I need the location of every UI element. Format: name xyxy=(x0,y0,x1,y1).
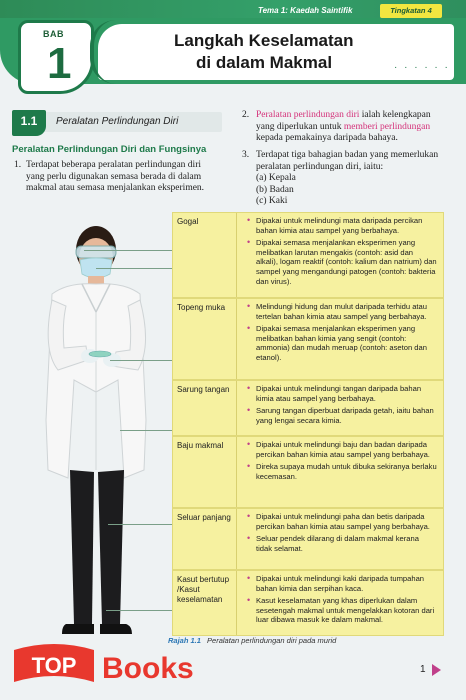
bullet-text: • Dipakai untuk melindungi kaki daripada tumpahan bahan kimia dan serpihan kaca. xyxy=(247,574,437,593)
bullet-text: • Dipakai untuk melindungi paha dan betis daripada percikan bahan kimia atau sampel yang berbahaya. xyxy=(247,512,437,531)
bullet-text: • Dipakai semasa menjalankan eksperimen yang melibatkan bahan kimia yang sengit (contoh: ammonia) dan mudah meruap (contoh: aseton dan etanol). xyxy=(247,324,437,362)
student-figure-illustration xyxy=(28,220,168,648)
chapter-number-box xyxy=(18,20,94,94)
point-1-line: yang perlu digunakan semasa berada di dalam xyxy=(26,171,202,182)
subheading: Peralatan Perlindungan Diri dan Fungsinya xyxy=(12,144,207,155)
leader-line xyxy=(110,360,172,361)
point-2-text: ialah kelengkapan xyxy=(359,110,431,120)
bullet-text: • Dipakai untuk melindungi tangan daripada bahan kimia atau sampel yang berbahaya. xyxy=(247,384,437,403)
row-description xyxy=(237,299,443,368)
leader-line xyxy=(106,610,172,611)
bullet-text: • Kasut keselamatan yang khas diperlukan dalam sesetengah makmal untuk mengelakkan kotoran dari luar dibawa masuk ke dalam makmal. xyxy=(247,596,437,625)
list-item: (a) Kepala xyxy=(256,173,296,183)
table-row xyxy=(172,508,444,570)
point-1-number: 1. xyxy=(14,160,22,170)
chapter-title xyxy=(174,30,354,74)
row-label: Sarung tangan xyxy=(173,381,237,435)
topbooks-watermark-logo xyxy=(10,636,198,692)
section-heading xyxy=(12,112,222,132)
row-label: Gogal xyxy=(173,213,237,297)
bullet-text: • Seluar pendek dilarang di dalam makmal kerana tidak selamat. xyxy=(247,534,437,553)
list-item: (b) Badan xyxy=(256,184,294,195)
row-label: Kasut bertutup /Kasut keselamatan xyxy=(173,571,237,635)
leader-line xyxy=(108,524,172,525)
row-label: Baju makmal xyxy=(173,437,237,507)
row-description xyxy=(237,509,443,558)
point-3-text: Terdapat tiga bahagian badan yang memerlukan xyxy=(256,150,439,160)
bullet-text: • Dipakai untuk melindungi baju dan badan daripada percikan bahan kimia atau sampel yang berbahaya. xyxy=(247,440,437,459)
leader-line xyxy=(120,430,172,431)
chapter-title-panel xyxy=(98,24,454,80)
point-2-text: kepada pemakainya daripada bahaya. xyxy=(256,133,398,143)
point-3-text: peralatan perlindungan diri, iaitu: xyxy=(256,161,384,172)
point-2-number: 2. xyxy=(242,110,250,120)
highlight-term: memberi perlindungan xyxy=(343,121,431,132)
chapter-title-line2: di dalam Makmal xyxy=(196,53,333,72)
point-1-line: makmal atau semasa menjalankan eksperimen. xyxy=(26,183,205,193)
point-2 xyxy=(242,110,456,145)
page-arrow-icon xyxy=(432,664,441,676)
row-description xyxy=(237,381,443,430)
section-number: 1.1 xyxy=(12,110,46,136)
chapter-number: 1 xyxy=(47,39,72,88)
row-label: Seluar panjang xyxy=(173,509,237,569)
table-row xyxy=(172,298,444,380)
caption-text: Peralatan perlindungan diri pada murid xyxy=(207,636,337,645)
leader-line xyxy=(96,268,172,269)
point-1-line: Terdapat beberapa peralatan perlindungan diri xyxy=(26,160,201,170)
watermark-text-top: TOP xyxy=(31,653,77,678)
chapter-title-line1: Langkah Keselamatan xyxy=(174,31,354,50)
form-level-badge: Tingkatan 4 xyxy=(380,4,442,18)
point-3 xyxy=(242,150,456,208)
theme-label: Tema 1: Kaedah Saintifik xyxy=(258,6,353,15)
leader-line xyxy=(84,250,172,251)
table-row xyxy=(172,212,444,298)
row-description xyxy=(237,437,443,486)
chapter-label: BAB xyxy=(43,29,64,39)
point-3-number: 3. xyxy=(242,150,250,160)
highlight-term: Peralatan perlindungan diri xyxy=(256,110,360,120)
table-row xyxy=(172,570,444,636)
watermark-text-books: Books xyxy=(102,652,194,685)
point-2-text: yang diperlukan untuk xyxy=(256,121,344,132)
bullet-text: • Dipakai untuk melindungi mata daripada percikan bahan kimia atau sampel yang berbahaya. xyxy=(247,216,437,235)
bullet-text: • Direka supaya mudah untuk dibuka sekiranya berlaku kecemasan. xyxy=(247,462,437,481)
list-item: (c) Kaki xyxy=(256,196,288,206)
table-row xyxy=(172,380,444,436)
row-label: Topeng muka xyxy=(173,299,237,379)
page-number: 1 xyxy=(420,664,426,675)
caption-label: Rajah 1.1 xyxy=(168,636,201,645)
table-row xyxy=(172,436,444,508)
section-title: Peralatan Perlindungan Diri xyxy=(56,116,179,127)
row-description xyxy=(237,571,443,630)
point-1 xyxy=(14,160,236,195)
dots-decoration: · · · · · · xyxy=(394,62,450,73)
row-description xyxy=(237,213,443,291)
bullet-text: • Melindungi hidung dan mulut daripada terhidu atau tertelan bahan kimia atau sampel yang berbahaya. xyxy=(247,302,437,321)
bullet-text: • Dipakai semasa menjalankan eksperimen yang melibatkan larutan mengakis (contoh: asid dan alkali), logam reaktif (contoh: kalium dan natrium) dan sampel yang mengandungi patogen (contoh: bakteria dan virus). xyxy=(247,238,437,286)
bullet-text: • Sarung tangan diperbuat daripada getah, iaitu bahan yang lengai secara kimia. xyxy=(247,406,437,425)
